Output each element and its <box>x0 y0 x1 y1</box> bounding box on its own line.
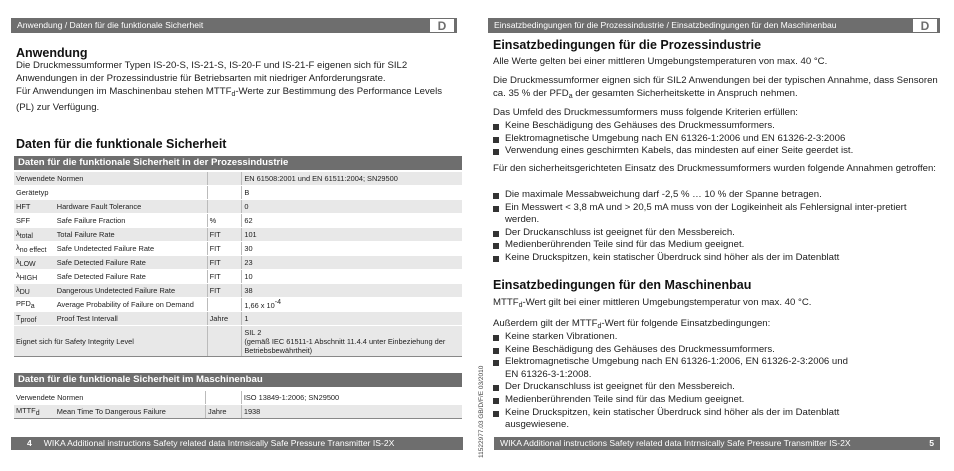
symbol: HFT <box>16 202 31 211</box>
table-row <box>14 270 462 284</box>
symbol-subscript: DU <box>19 289 30 296</box>
unit-cell: FIT <box>207 228 242 242</box>
symbol-subscript: HIGH <box>19 275 38 282</box>
text-fragment: Für Anwendungen im Maschinenbau stehen MTTF <box>16 86 232 97</box>
description-cell: Proof Test Intervall <box>55 312 207 326</box>
value: EN 61508:2001 und EN 61511:2004; SN29500 <box>244 174 398 183</box>
unit-cell <box>207 298 242 312</box>
section-title-anwendung: Anwendung <box>16 46 88 60</box>
value-cell <box>242 186 462 200</box>
section-title-maschinenbau: Einsatzbedingungen für den Maschinenbau <box>493 278 752 292</box>
list-item <box>493 394 863 407</box>
page-number: 4 <box>27 438 32 448</box>
table-row-sil <box>14 326 462 357</box>
table-row <box>14 298 462 312</box>
list-item <box>493 145 943 158</box>
unit-cell: FIT <box>207 270 242 284</box>
symbol-cell <box>14 214 55 228</box>
unit-cell: % <box>207 214 242 228</box>
value-cell: ISO 13849-1:2006; SN29500 <box>241 391 462 405</box>
table-row <box>14 214 462 228</box>
list-item-text: Die maximale Messabweichung darf -2,5 % … 10 % der Spanne betragen. <box>505 189 822 200</box>
text-fragment: Außerdem gilt der MTTF <box>493 318 598 329</box>
symbol: λ <box>16 271 20 280</box>
text-fragment: -Wert gilt bei einer mittleren Umgebungstemperatur von max. 40 °C. <box>522 297 812 308</box>
description-cell: Safe Detected Failure Rate <box>55 256 207 270</box>
prozess-paragraph-2 <box>493 75 945 103</box>
table-row <box>14 172 462 186</box>
unit-cell: FIT <box>207 256 242 270</box>
symbol-subscript: proof <box>20 317 37 324</box>
description-cell: Hardware Fault Tolerance <box>55 200 207 214</box>
value: 1 <box>244 314 249 323</box>
table-row <box>14 312 462 326</box>
bullet-square-icon <box>493 137 499 143</box>
value-cell <box>242 298 462 312</box>
symbol-cell <box>14 312 55 326</box>
description-cell: Total Failure Rate <box>55 228 207 242</box>
list-item-text: Verwendung eines geschirmten Kabels, das mindesten auf einer Seite geerdet ist. <box>505 145 854 157</box>
row-label: Gerätetyp <box>14 186 207 200</box>
unit-cell <box>207 186 242 200</box>
row-label: Verwendete Normen <box>14 391 206 405</box>
bullet-square-icon <box>493 335 499 341</box>
table-row <box>14 405 462 419</box>
list-item-text: Der Druckanschluss ist geeignet für den Messbereich. <box>505 381 735 393</box>
bullet-square-icon <box>493 398 499 404</box>
header-title: Einsatzbedingungen für die Prozessindustrie / Einsatzbedingungen für den Maschinenbau <box>494 20 837 30</box>
table-row <box>14 186 462 200</box>
bullet-square-icon <box>493 231 499 237</box>
value-cell: 1938 <box>241 405 462 419</box>
safety-data-table-process <box>14 172 462 357</box>
description-cell: Average Probability of Failure on Demand <box>55 298 207 312</box>
value: 23 <box>244 258 253 267</box>
symbol: PFD <box>16 299 31 308</box>
list-item <box>493 407 863 432</box>
unit-cell: FIT <box>207 284 242 298</box>
value: 10 <box>244 272 253 281</box>
symbol-subscript: d <box>35 410 40 417</box>
text-fragment: -Wert für folgende Einsatzbedingungen: <box>601 318 771 329</box>
bullet-square-icon <box>493 411 499 417</box>
value-cell <box>242 284 462 298</box>
description-cell: Dangerous Undetected Failure Rate <box>55 284 207 298</box>
list-item-text: Keine Beschädigung des Gehäuses des Druckmessumformers. <box>505 120 775 131</box>
symbol: λ <box>16 257 20 266</box>
symbol-cell <box>14 270 55 284</box>
symbol: MTTF <box>16 406 36 415</box>
subscript: d <box>518 302 523 309</box>
list-item <box>493 120 943 133</box>
header-title: Anwendung / Daten für die funktionale Sicherheit <box>17 20 204 30</box>
table-row <box>14 284 462 298</box>
footer-text: WIKA Additional instructions Safety related data Intrnsically Safe Pressure Transmitter IS-2X <box>500 438 851 448</box>
subscript: d <box>597 323 602 330</box>
value: 30 <box>244 244 253 253</box>
anwendung-paragraph-1: Die Druckmessumformer Typen IS-20-S, IS-21-S, IS-20-F und IS-21-F eigenen sich für SIL2 Anwendungen in der Prozessindustrie für Betriebsarten mit niedriger Anforderungsrate. <box>16 60 408 84</box>
value-cell <box>242 270 462 284</box>
value-cell <box>242 256 462 270</box>
maschinenbau-paragraph-1 <box>493 297 943 313</box>
list-item-text: Keine Druckspitzen, kein statischer Überdruck sind höher als der im Datenblatt ausgewiesene. <box>505 406 840 431</box>
symbol-cell <box>14 405 55 419</box>
list-item-text: Keine Druckspitzen, kein statischer Überdruck sind höher als der im Datenblatt <box>505 251 840 263</box>
description-cell: Safe Undetected Failure Rate <box>55 242 207 256</box>
value-cell <box>242 228 462 242</box>
list-item-text: Der Druckanschluss ist geeignet für den Messbereich. <box>505 226 735 238</box>
anwendung-paragraph-2 <box>16 86 456 114</box>
table-row <box>14 200 462 214</box>
table-row <box>14 391 462 405</box>
value-cell <box>242 312 462 326</box>
prozess-paragraph-1: Alle Werte gelten bei einer mittleren Umgebungstemperaturen von max. 40 °C. <box>493 56 828 67</box>
description-cell: Mean Time To Dangerous Failure <box>55 405 206 419</box>
list-item <box>493 239 939 252</box>
symbol-subscript: no effect <box>19 247 47 254</box>
left-page-footer <box>11 437 463 450</box>
list-item <box>493 252 939 265</box>
safety-data-table-machinery <box>14 391 462 419</box>
symbol-cell <box>14 228 55 242</box>
row-label: Verwendete Normen <box>14 172 207 186</box>
language-badge: D <box>912 18 938 33</box>
sil-level: SIL 2 <box>244 327 262 337</box>
prozess-paragraph-3: Das Umfeld des Druckmessumformers muss folgende Kriterien erfüllen: <box>493 107 798 118</box>
value-exponent: -4 <box>274 299 281 306</box>
unit-cell: Jahre <box>206 405 242 419</box>
table-title-prozessindustrie: Daten für die funktionale Sicherheit in der Prozessindustrie <box>14 156 462 170</box>
text-fragment: der gesamten Sicherheitskette in Anspruch nehmen. <box>572 87 798 99</box>
value: 101 <box>244 230 257 239</box>
language-badge: D <box>429 18 455 33</box>
section-title-prozessindustrie: Einsatzbedingungen für die Prozessindustrie <box>493 38 762 52</box>
value: 0 <box>244 202 249 211</box>
subscript: d <box>231 91 236 98</box>
right-page-header <box>488 18 940 33</box>
list-item <box>493 189 939 202</box>
list-item-text: Elektromagnetische Umgebung nach EN 61326-1:2006, EN 61326-2-3:2006 und EN 61326-3-1:2008. <box>505 356 848 380</box>
table-row <box>14 242 462 256</box>
bullet-square-icon <box>493 124 499 130</box>
symbol-cell <box>14 284 55 298</box>
value-cell <box>242 200 462 214</box>
sil-value <box>242 326 462 357</box>
value: 38 <box>244 286 253 295</box>
symbol-subscript: total <box>19 233 33 240</box>
right-page-footer <box>494 437 940 450</box>
unit-cell: FIT <box>207 242 242 256</box>
text-fragment: Die Druckmessumformer eignen sich für SIL2 Anwendungen bei der typischen Annahme, dass Sensoren ca. 35 % der PFD <box>493 75 938 99</box>
symbol-subscript: a <box>30 303 35 310</box>
list-item-text: Keine starken Vibrationen. <box>505 331 618 342</box>
value-cell <box>242 242 462 256</box>
section-title-funktionale-sicherheit: Daten für die funktionale Sicherheit <box>16 137 227 151</box>
table-row <box>14 256 462 270</box>
subscript: a <box>568 92 573 100</box>
value: 62 <box>244 216 253 225</box>
prozess-paragraph-4: Für den sicherheitsgerichteten Einsatz des Druckmessumformers wurden folgende Annahmen getroffen: <box>493 163 936 174</box>
left-page-header <box>11 18 457 33</box>
bullet-square-icon <box>493 193 499 199</box>
unit-cell <box>207 200 242 214</box>
description-cell: Safe Detected Failure Rate <box>55 270 207 284</box>
text-fragment: MTTF <box>493 297 519 308</box>
list-item-text: Medienberührenden Teile sind für das Medium geeignet. <box>505 239 745 251</box>
footer-text: WIKA Additional instructions Safety related data Intrnsically Safe Pressure Transmitter IS-2X <box>43 438 395 448</box>
symbol: T <box>16 313 21 322</box>
value-cell <box>242 172 462 186</box>
bullet-square-icon <box>493 348 499 354</box>
value: B <box>244 188 250 197</box>
bullet-square-icon <box>493 385 499 391</box>
unit-cell: Jahre <box>207 312 242 326</box>
unit-cell <box>206 391 242 405</box>
symbol-cell <box>14 256 55 270</box>
symbol: SFF <box>16 216 30 225</box>
bullet-square-icon <box>493 149 499 155</box>
value: 1,66 x 10 <box>244 301 275 310</box>
maschinenbau-conditions-list <box>493 331 863 432</box>
symbol: λ <box>16 229 20 238</box>
page-number: 5 <box>929 438 934 448</box>
unit-cell <box>207 326 242 357</box>
list-item <box>493 356 863 381</box>
list-item <box>493 227 939 240</box>
prozess-criteria-list <box>493 120 943 158</box>
list-item <box>493 202 939 227</box>
description-cell: Safe Failure Fraction <box>55 214 207 228</box>
symbol-cell <box>14 242 55 256</box>
list-item <box>493 331 863 344</box>
list-item <box>493 381 863 394</box>
list-item-text: Medienberührenden Teile sind für das Medium geeignet. <box>505 393 745 405</box>
document-code: 11522977.03 GB/D/F/E 03/2010 <box>478 365 485 458</box>
table-row <box>14 228 462 242</box>
symbol-cell <box>14 298 55 312</box>
list-item-text: Ein Messwert < 3,8 mA und > 20,5 mA muss von der Logikeinheit als Fehlersignal inter-pretiert werden. <box>505 201 907 226</box>
table-title-maschinenbau: Daten für die funktionale Sicherheit im Maschinenbau <box>14 373 462 387</box>
sil-label: Eignet sich für Safety Integrity Level <box>14 326 207 357</box>
bullet-square-icon <box>493 360 499 366</box>
bullet-square-icon <box>493 206 499 212</box>
list-item <box>493 133 943 146</box>
symbol: λ <box>16 285 20 294</box>
list-item-text: Elektromagnetische Umgebung nach EN 61326-1:2006 und EN 61326-2-3:2006 <box>505 132 846 144</box>
symbol-cell <box>14 200 55 214</box>
text-fragment: -Werte zur Bestimmung des Performance Levels (PL) zur Verfügung. <box>16 86 443 113</box>
symbol: λ <box>16 243 20 252</box>
symbol-subscript: LOW <box>19 261 36 268</box>
value-cell <box>242 214 462 228</box>
sil-note: (gemäß IEC 61511-1 Abschnitt 11.4.4 unter Einbeziehung der Betriebsbewährtheit) <box>244 336 446 355</box>
list-item-text: Keine Beschädigung des Gehäuses des Druckmessumformers. <box>505 343 775 355</box>
bullet-square-icon <box>493 243 499 249</box>
prozess-assumptions-list <box>493 189 939 265</box>
bullet-square-icon <box>493 256 499 262</box>
unit-cell <box>207 172 242 186</box>
right-page <box>477 0 954 471</box>
list-item <box>493 344 863 357</box>
